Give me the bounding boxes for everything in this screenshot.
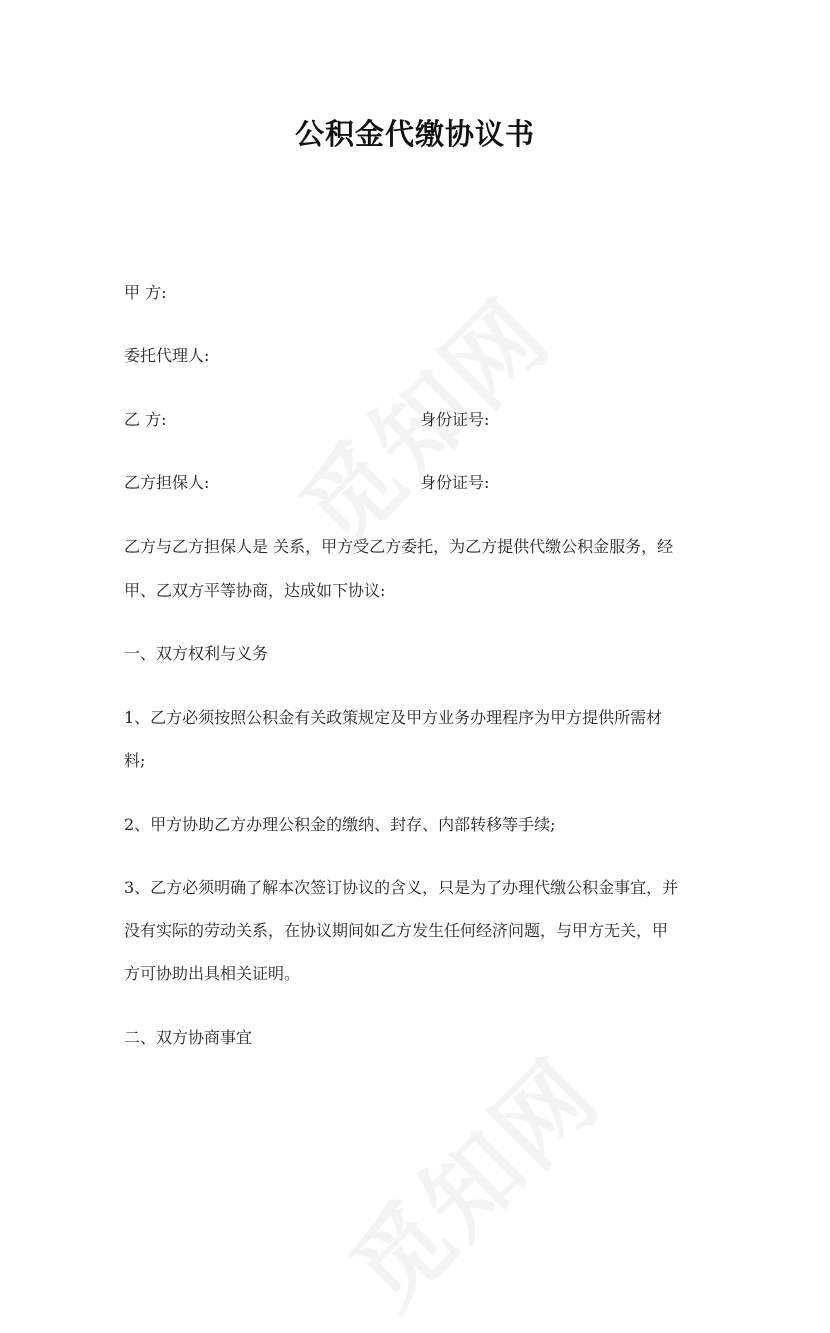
watermark-bottom: [315, 1024, 624, 1333]
document-title: 公积金代缴协议书: [294, 117, 535, 151]
section-2-heading: 二、双方协商事宜: [124, 1028, 253, 1047]
section-1-heading: 一、双方权利与义务: [124, 644, 269, 663]
item-1-line-1: 1、乙方必须按照公积金有关政策规定及甲方业务办理程序为甲方提供所需材: [124, 708, 663, 727]
item-3-line-1: 3、乙方必须明确了解本次签订协议的含义，只是为了办理代缴公积金事宜，并: [124, 878, 679, 897]
party-b-id-label: 身份证号:: [420, 410, 490, 429]
item-1-line-2: 料;: [124, 751, 146, 770]
agent-label: 委托代理人:: [124, 346, 210, 365]
intro-line-2: 甲、乙双方平等协商，达成如下协议:: [124, 581, 386, 600]
item-3-line-2: 没有实际的劳动关系，在协议期间如乙方发生任何经济问题，与甲方无关，甲: [124, 921, 669, 940]
item-3-line-3: 方可协助出具相关证明。: [124, 964, 301, 983]
guarantor-label: 乙方担保人:: [124, 473, 210, 492]
party-b-label: 乙 方:: [124, 410, 167, 429]
guarantor-id-label: 身份证号:: [420, 473, 490, 492]
party-a-label: 甲 方:: [124, 283, 167, 302]
intro-line-1: 乙方与乙方担保人是 关系，甲方受乙方委托，为乙方提供代缴公积金服务，经: [124, 537, 674, 556]
item-2: 2、甲方协助乙方办理公积金的缴纳、封存、内部转移等手续;: [124, 815, 556, 834]
